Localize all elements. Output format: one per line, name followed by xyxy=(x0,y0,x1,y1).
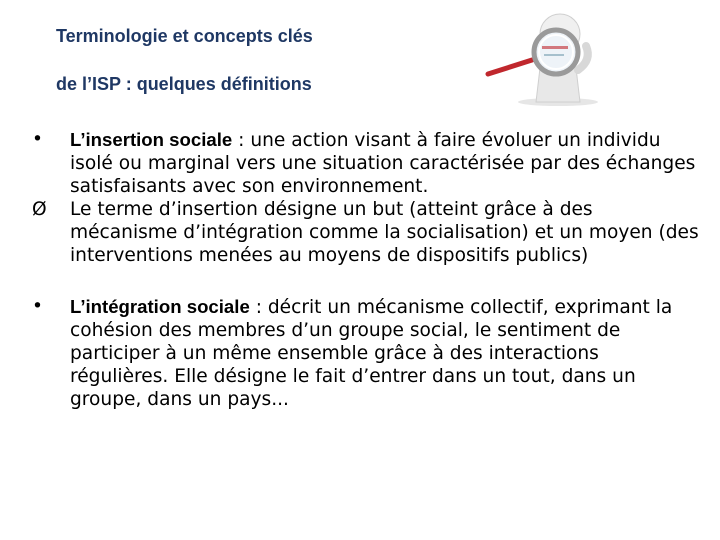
slide-title-line-1: Terminologie et concepts clés xyxy=(56,26,313,46)
bullet-marker: • xyxy=(32,296,43,317)
arrow-bullet-icon: Ø xyxy=(32,199,47,220)
bullet-marker: • xyxy=(32,129,43,150)
list-item-terme-insertion xyxy=(28,198,700,267)
slide-title-line-2: de l’ISP : quelques définitions xyxy=(56,74,312,94)
slide-body xyxy=(28,128,700,411)
definition-integration: : décrit un mécanisme collectif, exprimant la cohésion des membres d’un groupe social, le sentiment de participer à un même ensemble grâce à des interactions régulières. Elle désigne le fait d’entrer dans un tout, dans un groupe, dans un pays... xyxy=(70,297,673,410)
definition-insertion: : une action visant à faire évoluer un individu isolé ou marginal vers une situation caractérisée par des échanges satisfaisants avec son environnement. xyxy=(70,130,696,197)
list-item-integration xyxy=(28,295,700,411)
list-item-insertion xyxy=(28,128,700,198)
term-integration: L’intégration sociale xyxy=(70,296,250,317)
list-item-text: Le terme d’insertion désigne un but (atteint grâce à des mécanisme d’intégration comme la socialisation) et un moyen (des interventions menées au moyens de dispositifs publics) xyxy=(70,199,699,266)
magnifying-glass-figure-icon xyxy=(480,8,610,108)
list-item-text xyxy=(70,295,700,411)
term-insertion: L’insertion sociale xyxy=(70,129,233,150)
list-item-text xyxy=(70,128,700,198)
